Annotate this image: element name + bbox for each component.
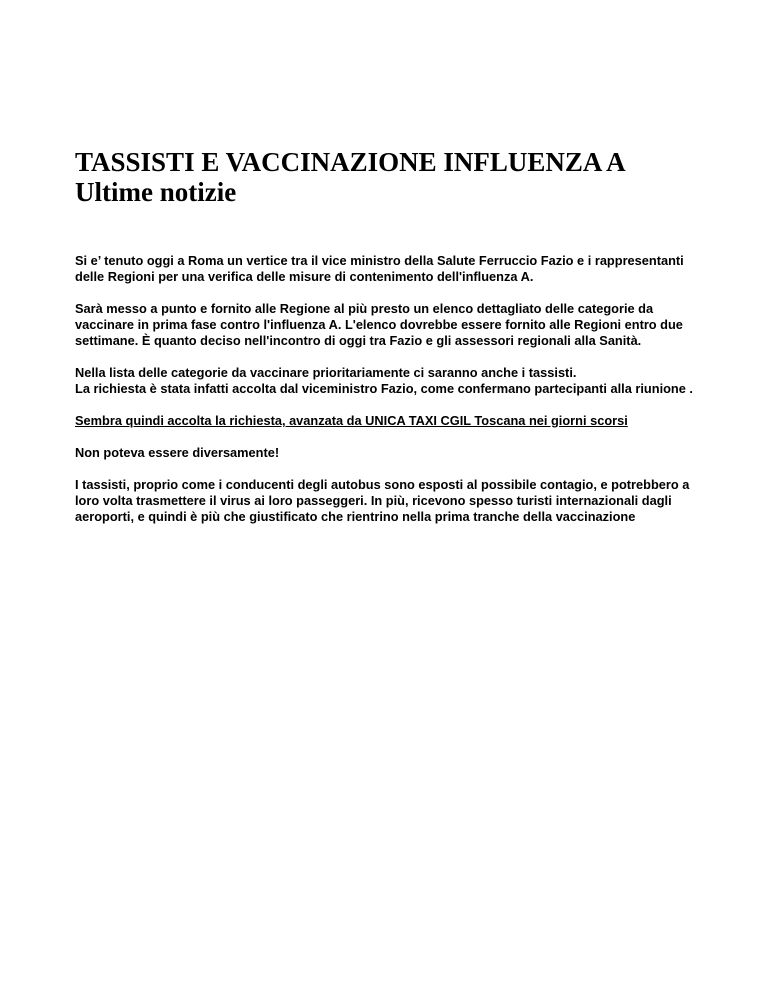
paragraph-tassisti-line-2: La richiesta è stata infatti accolta dal viceministro Fazio, come confermano partecipanti alla riunione . — [75, 381, 693, 396]
paragraph-elenco: Sarà messo a punto e fornito alle Regione al più presto un elenco dettagliato delle categorie da vaccinare in prima fase contro l'influenza A. L'elenco dovrebbe essere fornito alle Regioni entro due settimane. È quanto deciso nell'incontro di oggi tra Fazio e gli assessori regionali alla Sanità. — [75, 301, 683, 348]
article — [75, 147, 695, 541]
paragraph-closing: I tassisti, proprio come i conducenti degli autobus sono esposti al possibile contagio, e potrebbero a loro volta trasmettere il virus ai loro passeggeri. In più, ricevono spesso turisti internazionali dagli aeroporti, e quindi è più che giustificato che rientrino nella prima tranche della vaccinazione — [75, 477, 690, 524]
article-subtitle: Ultime notizie — [75, 177, 237, 207]
exclamation-line: Non poteva essere diversamente! — [75, 445, 280, 460]
article-body — [75, 253, 695, 525]
paragraph-vertice: Si e’ tenuto oggi a Roma un vertice tra il vice ministro della Salute Ferruccio Fazio e i rappresentanti delle Regioni per una verifica delle misure di contenimento dell'influenza A. — [75, 253, 684, 284]
paragraph-tassisti — [75, 365, 695, 397]
paragraph-tassisti-line-1: Nella lista delle categorie da vaccinare prioritariamente ci saranno anche i tassisti. — [75, 365, 577, 380]
article-title: TASSISTI E VACCINAZIONE INFLUENZA A — [75, 147, 626, 177]
underlined-statement: Sembra quindi accolta la richiesta, avanzata da UNICA TAXI CGIL Toscana nei giorni scorsi — [75, 413, 628, 428]
